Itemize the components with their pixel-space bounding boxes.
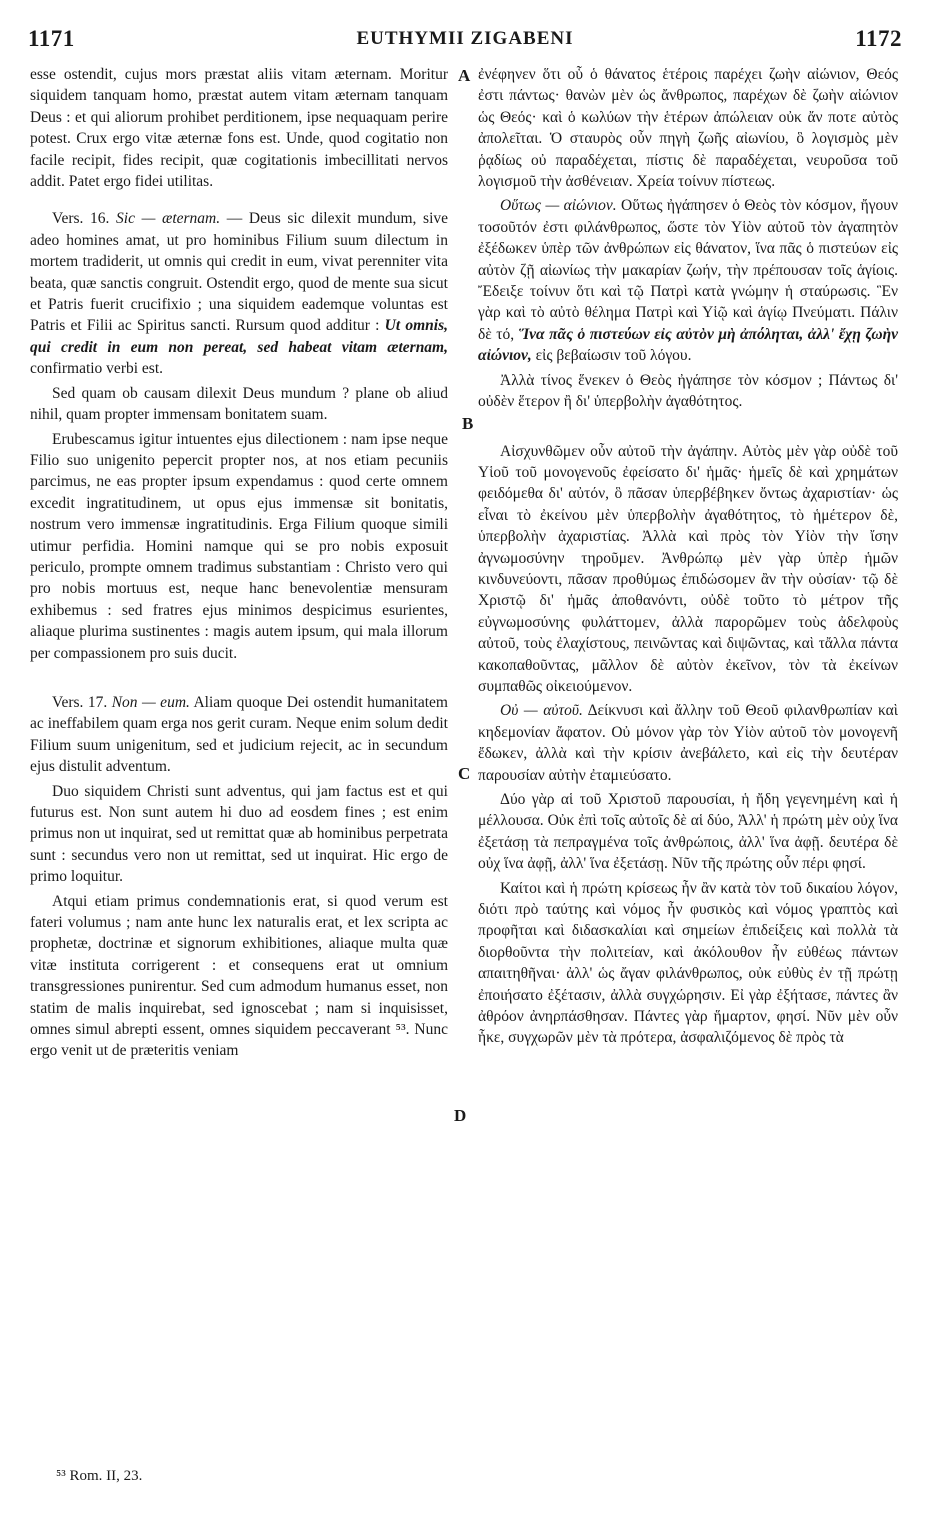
paragraph: Αἰσχυνθῶμεν οὖν αὐτοῦ τὴν ἀγάπην. Αὐτὸς μὲν γὰρ οὐδὲ τοῦ Υἱοῦ τοῦ μονογενοῦς ἐφείσατο δι' ἡμᾶς· ἡμεῖς δὲ καὶ χρημάτων φειδόμεθα δι' αὐτόν, ὃ πᾶσαν ὑπερβέβηκεν ὄντως ἀχαριστίαν· ὡς εἶναι τὸ ἐκείνου μὲν ὑπερβολὴν ἀγαθότητος, τὸ ἡμέτερον δὲ, ὑπερβολὴν ἀχαριστίας. Ἀλλὰ καὶ πρὸς τὸν Υἱὸν τὴν ἴσην ἀγνωμοσύνην τηροῦμεν. Ἀνθρώπῳ μὲν γὰρ ὑπὲρ ἡμῶν κινδυνεύοντι, πᾶσαν προθύμως ἐπιδώσομεν ἂν τὴν οὐσίαν· τῷ δὲ Χριστῷ δι' ἡμᾶς ἀποθανόντι, οὐδὲ τοῦτο τὸ μέτρον τῆς εὐγνωμοσύνης φυλάττομεν, ἀλλὰ παρορῶμεν τοὺς ἀδελφοὺς αὐτοῦ, τοὺς ἐλαχίστους, πεινῶντας καὶ διψῶντας, καὶ τἄλλα πάντα κακοπαθοῦντας, μᾶλλον δὲ αὐτὸν ἐκεῖνον, τὸν τὰ ἐκείνων συμπαθῶς οἰκειούμενον. bbox=[478, 442, 898, 695]
verse-lemma: Non — eum. bbox=[111, 693, 190, 711]
margin-marker-a: A bbox=[458, 66, 471, 85]
paragraph: ἐνέφηνεν ὅτι οὗ ὁ θάνατος ἑτέροις παρέχει ζωὴν αἰώνιον, Θεός ἐστι πάντως· θανὼν μὲν ὡς ἄνθρωπος, παρέχων δὲ ζωὴν αἰώνιον ὡς Θεός· καὶ ὁ κωλύων τὴν ἑτέρων ἀπώλειαν οὐκ ἄν ποτε αὐτὸς ἀπολεῖται. Ὁ σταυρὸς οὖν πηγὴ ζωῆς αἰωνίου, ὃ λογισμὸς μὲν ῥᾳδίως οὐ παραδέχεται, πίστις δὲ παραδέχεται, νευροῦσα τοῦ λογισμοῦ τὴν ἀσθένειαν. Χρεία τοίνυν πίστεως. bbox=[478, 66, 898, 191]
page-number-left: 1171 bbox=[28, 26, 75, 51]
page-header bbox=[28, 22, 902, 56]
quotation: Ἵνα πᾶς ὁ πιστεύων εἰς αὐτὸν μὴ ἀπόληται, ἀλλ' ἔχῃ ζωὴν αἰώνιον, bbox=[478, 325, 898, 365]
verse-lemma: Οὕτως — αἰώνιον. bbox=[500, 197, 617, 215]
paragraph: Sed quam ob causam dilexit Deus mundum ? plane ob aliud nihil, quam propter immensam bonitatem suam. bbox=[30, 384, 448, 424]
paragraph: Duo siquidem Christi sunt adventus, qui jam factus est et qui futurus est. Non sunt autem hi duo ad eosdem fines ; est enim primus non ut inquirat, sed ut remittat quæ ab hominibus perpetrata sunt : secundus vero non ut remittat, sed ut inquirat. Hic ergo de primo loquitur. bbox=[30, 782, 448, 886]
paragraph: Erubescamus igitur intuentes ejus dilectionem : nam ipse neque Filio suo unigenito pepercit propter nos, at nos etiam pecuniis parcimus, ne eas propter ipsum expendamus : quod certe omnem excedit ingratitudinem, ut opus ejus immensæ sit bonitatis, nostrum vero immensæ ingratitudinis. Erga Filium quoque simili utimur perfidia. Homini namque qui se pro nobis exposuit periculo, prompte omnem tradimus substantiam : Christo vero qui pro nobis mortuus est, neque hanc benevolentiæ mensuram exhibemus : sed fratres ejus minimos despicimus esurientes, aliaque plurima sustinentes : magis autem ipsum, qui mala illorum per compassionem pro suis ducit. bbox=[30, 430, 448, 662]
verse-label: Vers. 16. bbox=[52, 210, 110, 228]
latin-column bbox=[30, 64, 448, 1062]
paragraph: Atqui etiam primus condemnationis erat, si quod verum est fateri volumus ; nam ante hunc lex naturalis erat, et lex scripta ac prophetæ, doctrinæ et signorum exhibitiones, aliaque multa quæ vitæ instituta corrigerent : et consequens erat ut omnium transgressiones punirentur. Sed cum admodum humanus esset, non statim de malis inquirebat, sed ignoscebat ; nam si inquisisset, omnes simul abrepti essent, omnes siquidem peccaverant ⁵³. Nunc ergo venit ut de præteritis veniam bbox=[30, 892, 448, 1060]
margin-marker-d: D bbox=[454, 1106, 467, 1125]
paragraph: esse ostendit, cujus mors præstat aliis vitam æternam. Moritur siquidem tanquam homo, præstat autem vitam æternam tanquam Deus : et qui aliorum prohibet perditionem, ipse nequaquam perire potest. Crux ergo vitæ æternæ fons est. Unde, quod cogitatio non facile recipit, fides recipit, quæ cogitationis imbecillitati nervos addit. Patet ergo fidei utilitas. bbox=[30, 66, 448, 191]
greek-column bbox=[478, 64, 898, 1049]
verse-lemma: Sic — æternam. bbox=[116, 210, 221, 228]
paragraph: Οὐ — αὐτοῦ. Δείκνυσι καὶ ἄλλην τοῦ Θεοῦ φιλανθρωπίαν καὶ κηδεμονίαν ἄφατον. Οὐ μόνον γὰρ τὸν Υἱὸν αὐτοῦ τὸν μονογενῆ ἔδωκεν, ἀλλὰ καὶ τὴν κρίσιν ἀνεβάλετο, καὶ εἰς τὴν δευτέραν παρουσίαν αὐτὴν ἐταμιεύσατο. bbox=[478, 702, 898, 784]
running-title: EUTHYMII ZIGABENI bbox=[356, 28, 574, 49]
page-number-right: 1172 bbox=[855, 26, 902, 51]
paragraph: Καίτοι καὶ ἡ πρώτη κρίσεως ἦν ἂν κατὰ τὸν τοῦ δικαίου λόγον, διότι πρὸ ταύτης καὶ νόμος ἦν φυσικὸς καὶ νόμος γραπτὸς καὶ προφῆται καὶ διδασκαλίαι καὶ σημείων ἐπιδείξεις καὶ πολλὰ τὰ διορθοῦντα τὴν πολιτείαν, καὶ ἀκόλουθον ἦν εὐθέως πάντων απαιτηθῆναι· ἀλλ' ὡς ἄγαν φιλάνθρωπος, οὐκ εὐθὺς ἐν τῇ πρώτῃ ἐποιήσατο ἐξέτασιν, ἀλλὰ συγχώρησιν. Εἰ γὰρ ἐξήτασε, πάντες ἂν ἀθρόον ἀνηρπάσθησαν. Πάντες γὰρ ἥμαρτον, φησί. Νῦν μὲν οὖν ἧκε, συγχωρῶν μὲν τὰ πρότερα, ἀσφαλιζόμενος δὲ πρὸς τὰ bbox=[478, 879, 898, 1047]
quotation: Ut omnis, qui credit in eum non pereat, sed habeat vitam æternam, bbox=[30, 317, 448, 356]
paragraph: Ἀλλὰ τίνος ἕνεκεν ὁ Θεὸς ἠγάπησε τὸν κόσμον ; Πάντως δι' οὐδὲν ἕτερον ἢ δι' ὑπερβολὴν ἀγαθότητος. bbox=[478, 371, 898, 411]
paragraph: Vers. 17. Non — eum. Aliam quoque Dei ostendit humanitatem ac ineffabilem quam erga nos gerit curam. Neque enim solum dedit Filium suum unigenitum, sed et judicium rejecit, ac in secundum ejus distulit adventum. bbox=[30, 693, 448, 776]
margin-marker-b: B bbox=[462, 414, 474, 433]
paragraph: Δύο γὰρ αἱ τοῦ Χριστοῦ παρουσίαι, ἡ ἤδη γεγενημένη καὶ ἡ μέλλουσα. Οὐκ ἐπὶ τοῖς αὐτοῖς δὲ αἱ δύο, Ἀλλ' ἡ πρώτη μὲν οὐχ ἵνα ἐξετάσῃ τὰ πεπραγμένα τοῖς ἀνθρώποις, ἀλλ' ἵνα ἀφῇ. δευτέρα δὲ οὐχ ἵνα ἀφῇ, ἀλλ' ἵνα ἐξετάσῃ. Νῦν τῆς πρώτης οὖν πέρι φησί. bbox=[478, 791, 898, 873]
verse-label: Vers. 17. bbox=[52, 693, 108, 711]
paragraph: Οὕτως — αἰώνιον. Οὕτως ἠγάπησεν ὁ Θεὸς τὸν κόσμον, ἤγουν τοσοῦτόν ἐστι φιλάνθρωπος, ὥστε τὸν Υἱὸν αὐτοῦ τὸν ἀγαπητὸν ἐξέδωκεν ὑπὲρ τῶν ἀνθρώπων εἰς θάνατον, ἵνα πᾶς ὁ πιστεύων εἰς αὐτὸν ζῇ αἰωνίως τὴν μακαρίαν ζωήν, τὴν πρέπουσαν τοῖς ἁγίοις. Ἔδειξε τοίνυν ὅτι καὶ τῷ Πατρὶ κατὰ γνώμην ἡ σταύρωσις. Ἓν γὰρ καὶ τὸ αὐτὸ θέλημα Πατρὶ καὶ Υἱῷ καὶ ἁγίῳ Πνεύματι. Πάλιν δὲ τό, Ἵνα πᾶς ὁ πιστεύων εἰς αὐτὸν μὴ ἀπόληται, ἀλλ' ἔχῃ ζωὴν αἰώνιον, εἰς βεβαίωσιν τοῦ λόγου. bbox=[478, 197, 898, 365]
paragraph: Vers. 16. Sic — æternam. — Deus sic dilexit mundum, sive adeo homines amat, ut pro hominibus Filium suum dilectum in mortem tradiderit, ut omnis qui credit in eum, vivat perenniter vita beata, quæ sanctis congruit. Ostendit ergo, quod de mente sua sicut et Patris fuerit crucifixio ; una siquidem eademque voluntas est Patris et Filii ac Spiritus sancti. Rursum quod additur : Ut omnis, qui credit in eum non pereat, sed habeat vitam æternam, confirmatio verbi est. bbox=[30, 210, 449, 378]
margin-marker-c: C bbox=[458, 764, 471, 783]
verse-lemma: Οὐ — αὐτοῦ. bbox=[500, 702, 583, 720]
footnote: ⁵³ Rom. II, 23. bbox=[56, 1468, 143, 1484]
